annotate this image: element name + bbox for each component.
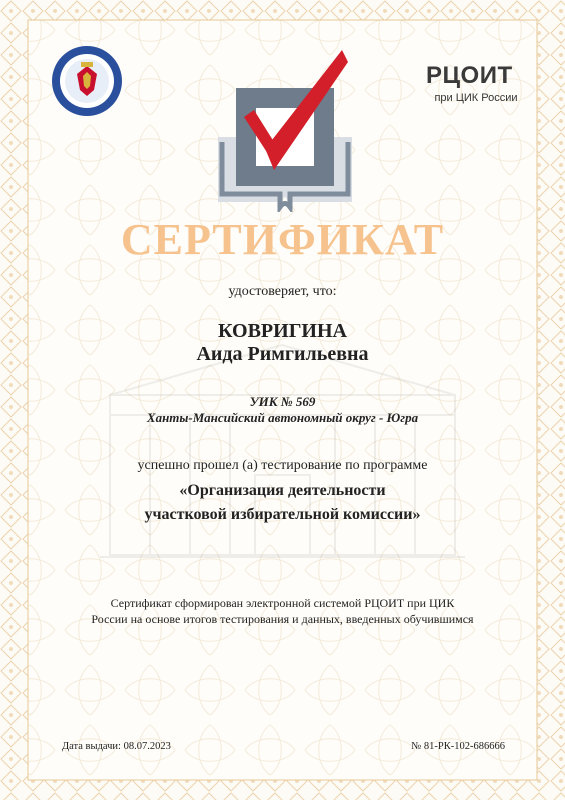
rcoit-logo-text: РЦОИТ [426,62,513,89]
region-name: Ханты-Мансийский автономный округ - Югра [146,410,419,425]
footer-note-line2: России на основе итогов тестирования и данных, введенных обучившимся [91,612,474,626]
building-watermark [90,335,475,565]
program-title-line1: «Организация деятельности [179,482,386,499]
rcoit-logo [426,62,526,104]
certificate-title: СЕРТИФИКАТ [120,215,445,264]
footer-note-line1: Сертификат сформирован электронной системой РЦОИТ при ЦИК [110,596,455,610]
program-title-line2: участковой избирательной комиссии» [144,506,421,523]
passed-text: успешно прошел (а) тестирование по программе [137,458,428,473]
issue-date: Дата выдачи: 08.07.2023 [62,741,171,752]
cik-russia-seal-icon [50,44,124,118]
recipient-surname: КОВРИГИНА [218,320,347,342]
certifies-text: удостоверяет, что: [228,284,337,299]
uik-number: УИК № 569 [249,394,316,409]
recipient-given-names: Аида Римгильевна [196,343,369,365]
rcoit-logo-subtitle: при ЦИК России [434,92,518,104]
checkmark-ballot-book-icon [210,42,360,212]
certificate-number: № 81-РК-102-686666 [411,741,505,752]
